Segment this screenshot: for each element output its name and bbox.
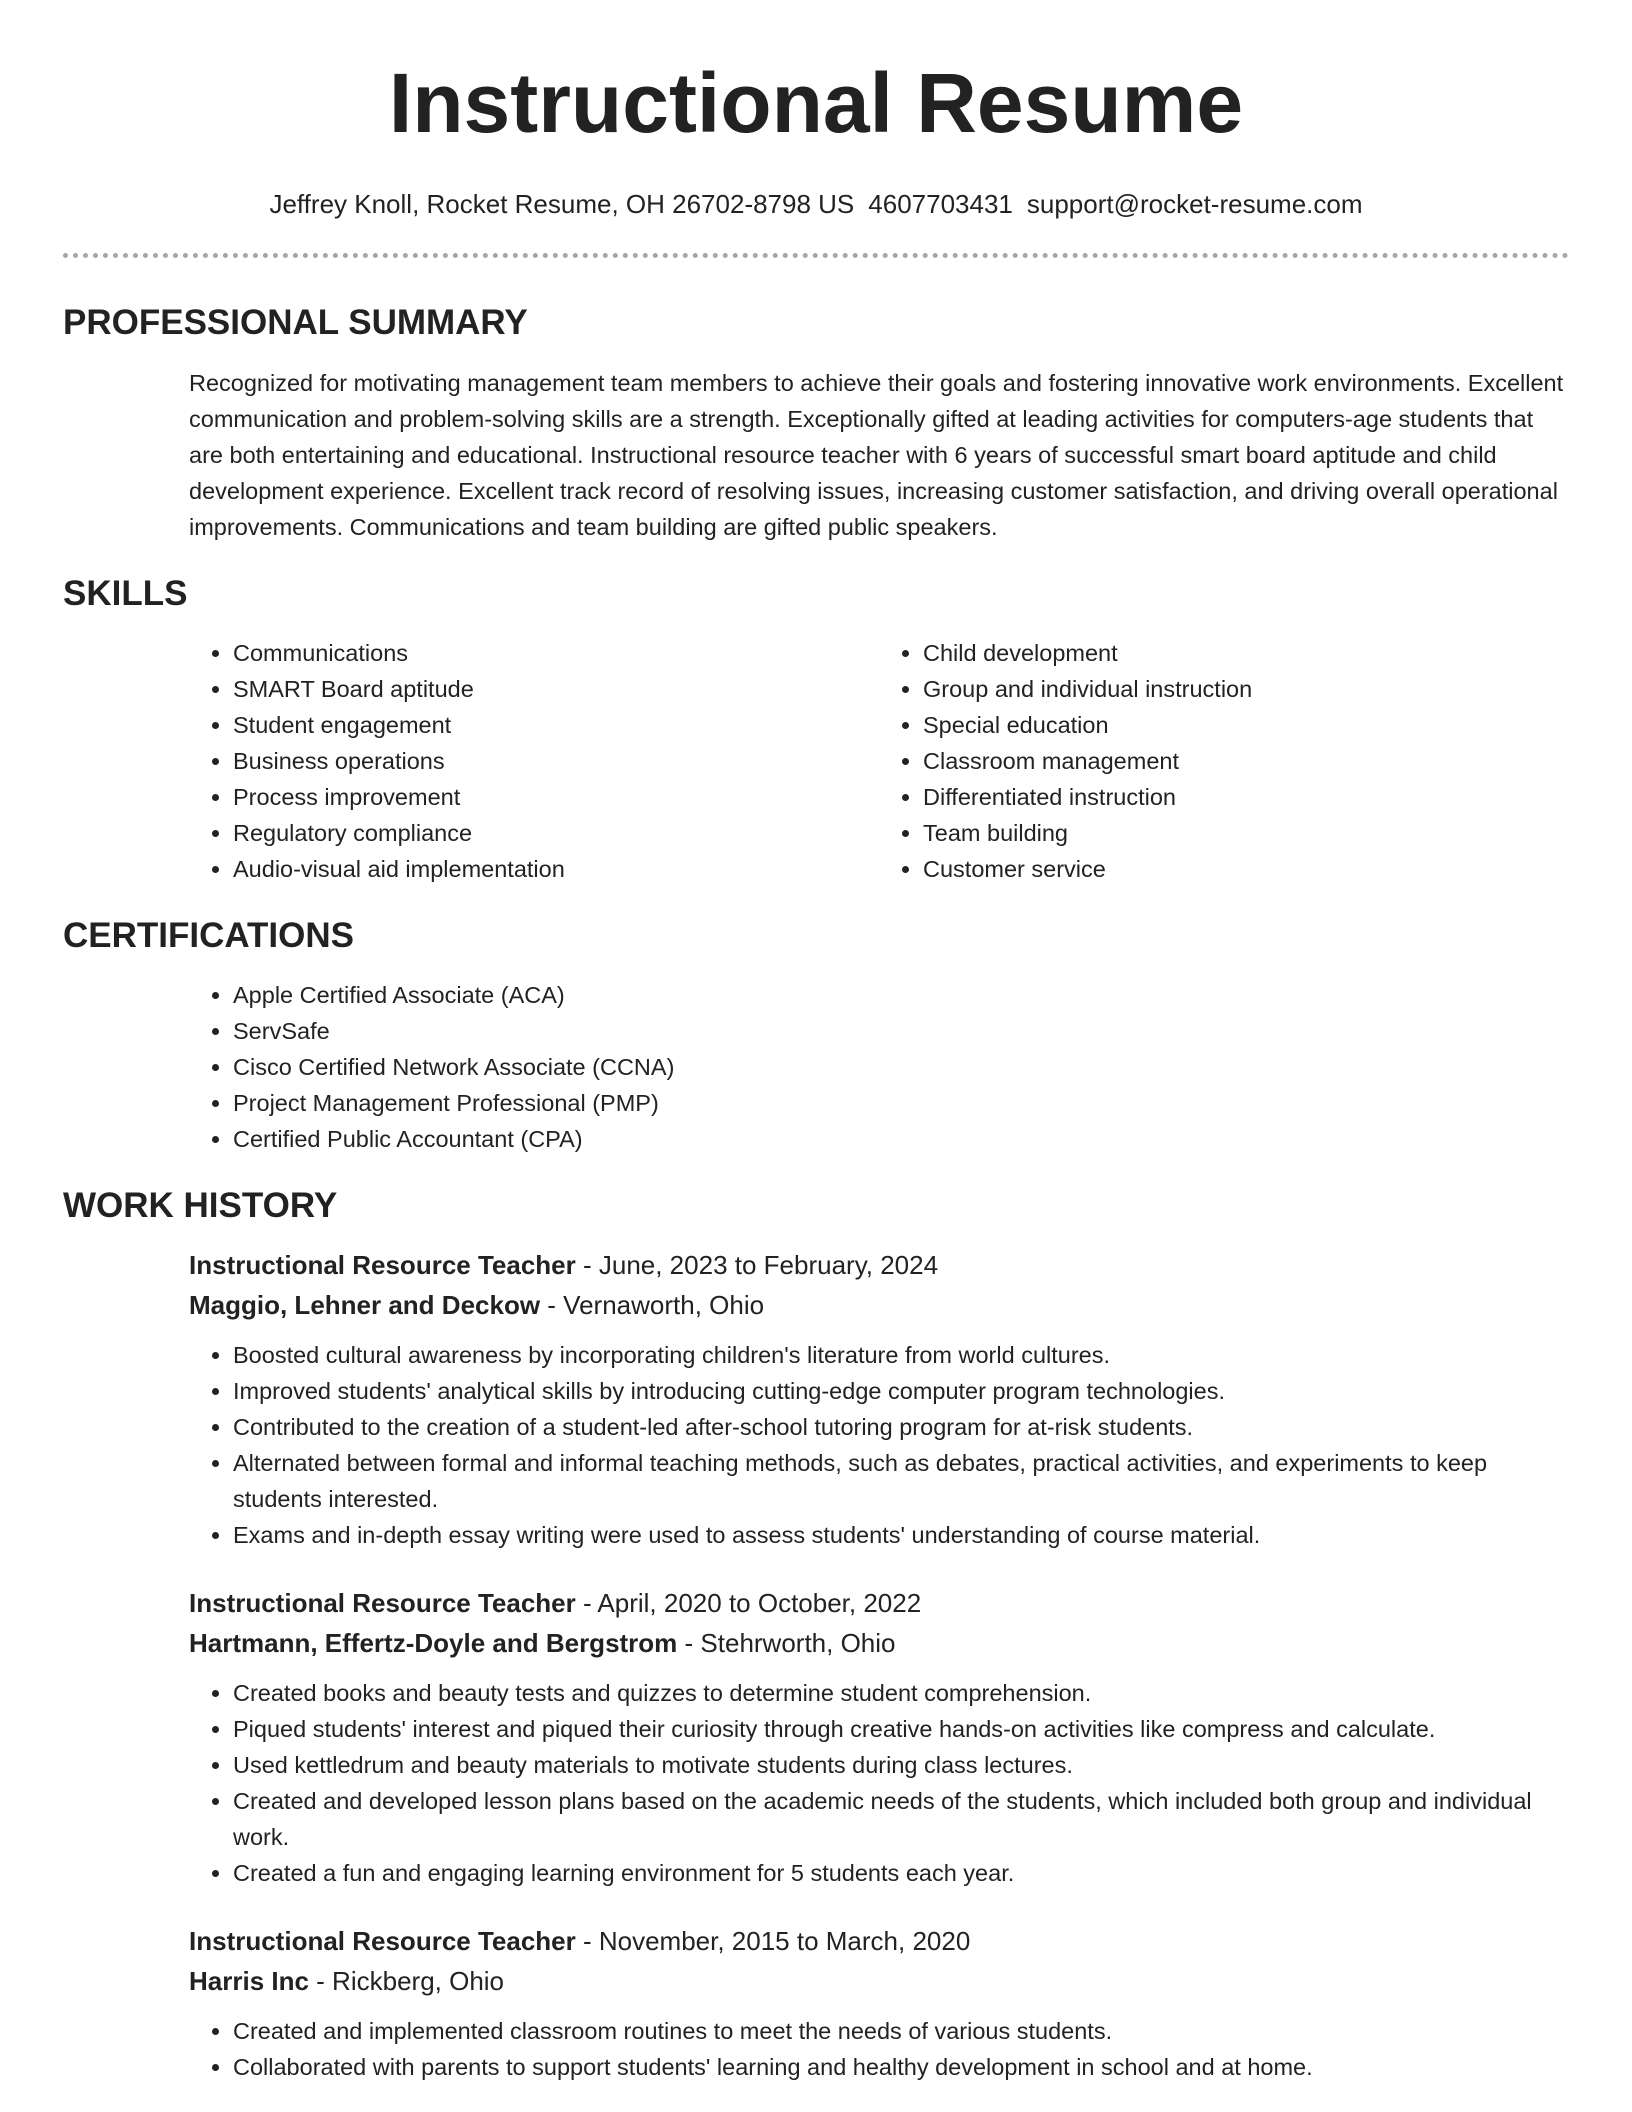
job-bullet: • Created books and beauty tests and quizzes to determine student comprehension. [233, 1675, 1569, 1711]
job-company-line [189, 1961, 1569, 2001]
summary-text: Recognized for motivating management team members to achieve their goals and fostering innovative work environments. Excellent communication and problem-solving skills are a strength. Exceptionally gifted at leading activities for computers-age students that are both entertaining and educational. Instructional resource teacher with 6 years of successful smart board aptitude and child development experience. Excellent track record of resolving issues, increasing customer satisfaction, and driving overall operational improvements. Communications and team building are gifted public speakers. [189, 370, 1564, 540]
job-bullet: • Alternated between formal and informal teaching methods, such as debates, practical activities, and experiments to keep students interested. [233, 1445, 1569, 1517]
job-title: Instructional Resource Teacher [189, 1250, 576, 1280]
job-company-line [189, 1285, 1569, 1325]
job-company: Maggio, Lehner and Deckow [189, 1290, 541, 1320]
certification-item: • Apple Certified Associate (ACA) [233, 977, 1569, 1013]
skill-item: • Special education [923, 707, 1569, 743]
job-title: Instructional Resource Teacher [189, 1926, 576, 1956]
job-dates: - November, 2015 to March, 2020 [575, 1926, 971, 1956]
job-bullet: • Created and implemented classroom routines to meet the needs of various students. [233, 2013, 1569, 2049]
skill-item: • Group and individual instruction [923, 671, 1569, 707]
resume-title: Instructional Resume [388, 56, 1244, 150]
job-entry [189, 1583, 1569, 1891]
certification-item: • Cisco Certified Network Associate (CCNA) [233, 1049, 1569, 1085]
skill-item: • Business operations [233, 743, 879, 779]
job-bullet: • Piqued students' interest and piqued their curiosity through creative hands-on activities like compress and calculate. [233, 1711, 1569, 1747]
skill-item: • Differentiated instruction [923, 779, 1569, 815]
job-dates: - June, 2023 to February, 2024 [575, 1250, 939, 1280]
skill-item: • Classroom management [923, 743, 1569, 779]
job-bullet: • Exams and in-depth essay writing were used to assess students' understanding of course material. [233, 1517, 1569, 1553]
job-title-line [189, 1245, 1569, 1285]
skill-item: • Process improvement [233, 779, 879, 815]
skill-item: • Audio-visual aid implementation [233, 851, 879, 887]
summary-heading: PROFESSIONAL SUMMARY [63, 303, 528, 342]
skills-columns [189, 635, 1569, 887]
job-company: Hartmann, Effertz-Doyle and Bergstrom [189, 1628, 678, 1658]
job-bullet: • Collaborated with parents to support students' learning and healthy development in school and at home. [233, 2049, 1569, 2085]
job-title-line [189, 1921, 1569, 1961]
header-divider [63, 253, 1569, 258]
skills-list-right [879, 635, 1569, 887]
contact-email: support@rocket-resume.com [1026, 189, 1363, 219]
job-dates: - April, 2020 to October, 2022 [575, 1588, 922, 1618]
skills-list-left [189, 635, 879, 887]
job-bullet: • Created a fun and engaging learning environment for 5 students each year. [233, 1855, 1569, 1891]
job-bullet: • Improved students' analytical skills by introducing cutting-edge computer program technologies. [233, 1373, 1569, 1409]
job-company: Harris Inc [189, 1966, 309, 1996]
certification-item: • Certified Public Accountant (CPA) [233, 1121, 1569, 1157]
job-bullet: • Boosted cultural awareness by incorporating children's literature from world cultures. [233, 1337, 1569, 1373]
job-bullets [189, 2013, 1569, 2085]
job-bullet: • Contributed to the creation of a student-led after-school tutoring program for at-risk students. [233, 1409, 1569, 1445]
job-company-line [189, 1623, 1569, 1663]
certifications-list [189, 977, 1569, 1157]
skill-item: • Customer service [923, 851, 1569, 887]
skill-item: • Team building [923, 815, 1569, 851]
contact-line [63, 188, 1569, 220]
certifications-heading: CERTIFICATIONS [63, 916, 355, 955]
job-title: Instructional Resource Teacher [189, 1588, 576, 1618]
certification-item: • Project Management Professional (PMP) [233, 1085, 1569, 1121]
skills-heading: SKILLS [63, 574, 188, 613]
job-entry [189, 1921, 1569, 2085]
job-bullet: • Used kettledrum and beauty materials to motivate students during class lectures. [233, 1747, 1569, 1783]
job-title-line [189, 1583, 1569, 1623]
job-bullets [189, 1337, 1569, 1553]
job-entry [189, 1245, 1569, 1553]
contact-phone: 4607703431 [868, 189, 1013, 219]
skill-item: • SMART Board aptitude [233, 671, 879, 707]
job-bullet: • Created and developed lesson plans based on the academic needs of the students, which included both group and individual work. [233, 1783, 1569, 1855]
skill-item: • Communications [233, 635, 879, 671]
skill-item: • Child development [923, 635, 1569, 671]
work-history-heading: WORK HISTORY [63, 1186, 338, 1225]
job-bullets [189, 1675, 1569, 1891]
job-location: - Vernaworth, Ohio [540, 1290, 765, 1320]
contact-address: Jeffrey Knoll, Rocket Resume, OH 26702-8798 US [269, 189, 855, 219]
certification-item: • ServSafe [233, 1013, 1569, 1049]
job-location: - Stehrworth, Ohio [677, 1628, 896, 1658]
skill-item: • Regulatory compliance [233, 815, 879, 851]
skill-item: • Student engagement [233, 707, 879, 743]
job-location: - Rickberg, Ohio [308, 1966, 505, 1996]
